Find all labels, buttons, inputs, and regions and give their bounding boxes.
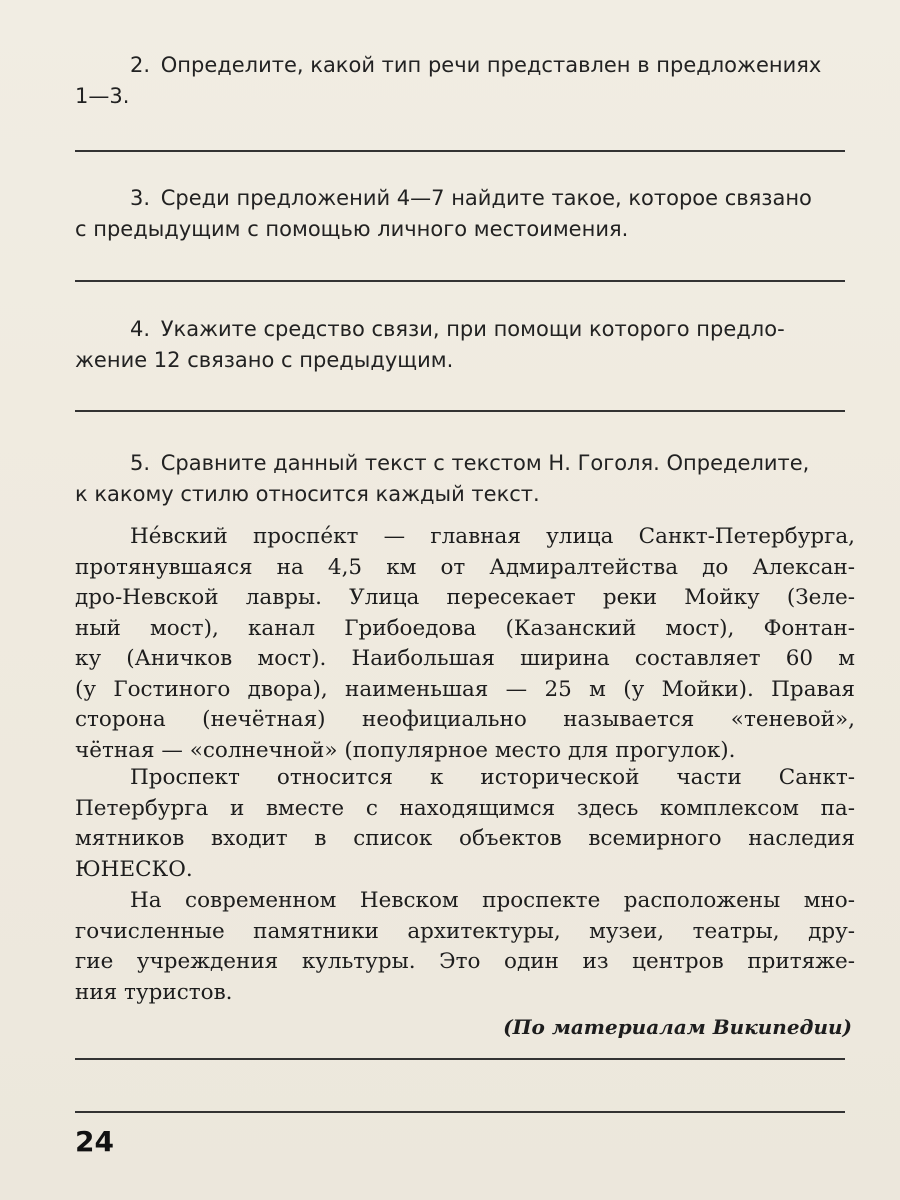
task-text-line: с предыдущим с помощью личного местоимения. <box>75 217 629 241</box>
text-line: ния туристов. <box>75 979 233 1005</box>
task-5 <box>75 448 855 510</box>
text-line: Проспект относится к исторической части Санкт- <box>130 765 855 790</box>
text-line: ный мост), канал Грибоедова (Казанский мост), Фонтан- <box>75 615 855 641</box>
answer-line[interactable] <box>75 1058 845 1060</box>
text-paragraph-1 <box>75 522 855 766</box>
answer-line[interactable] <box>75 150 845 152</box>
page-number: 24 <box>75 1125 114 1158</box>
task-number: 2. <box>130 53 151 77</box>
text-paragraph-2 <box>75 763 855 885</box>
task-text-line: Определите, какой тип речи представлен в предложениях <box>160 53 822 77</box>
text-line: Не́вский проспе́кт — главная улица Санкт-Петербурга, <box>130 524 855 549</box>
task-3 <box>75 183 855 245</box>
task-text-line: Укажите средство связи, при помощи которого предло- <box>160 317 785 341</box>
task-2 <box>75 50 855 112</box>
task-text-line: жение 12 связано с предыдущим. <box>75 348 454 372</box>
text-line: дро-Невской лавры. Улица пересекает реки Мойку (Зеле- <box>75 585 855 610</box>
task-number: 3. <box>130 186 151 210</box>
text-line: мятников входит в список объектов всемирного наследия <box>75 826 855 851</box>
text-line: гие учреждения культуры. Это один из центров притяже- <box>75 949 855 974</box>
text-line: На современном Невском проспекте расположены мно- <box>130 888 855 913</box>
text-line: чётная — «солнечной» (популярное место для прогулок). <box>75 737 736 763</box>
task-number: 4. <box>130 317 151 341</box>
text-line: протянувшаяся на 4,5 км от Адмиралтейства до Алексан- <box>75 554 855 580</box>
task-text-line: 1—3. <box>75 84 130 108</box>
answer-line[interactable] <box>75 280 845 282</box>
text-line: ку (Аничков мост). Наибольшая ширина составляет 60 м <box>75 646 855 671</box>
source-citation: (По материалам Википедии) <box>503 1015 852 1039</box>
answer-line[interactable] <box>75 410 845 412</box>
text-line: ЮНЕСКО. <box>75 856 193 882</box>
task-text-line: Среди предложений 4—7 найдите такое, которое связано <box>160 186 812 210</box>
text-line: гочисленные памятники архитектуры, музеи, театры, дру- <box>75 918 855 944</box>
text-line: (у Гостиного двора), наименьшая — 25 м (у Мойки). Правая <box>75 676 855 702</box>
task-text-line: Сравните данный текст с текстом Н. Гоголя. Определите, <box>160 451 810 475</box>
text-paragraph-3 <box>75 886 855 1008</box>
answer-line[interactable] <box>75 1111 845 1113</box>
task-text-line: к какому стилю относится каждый текст. <box>75 482 540 506</box>
text-line: сторона (нечётная) неофициально называется «теневой», <box>75 707 855 732</box>
task-number: 5. <box>130 451 151 475</box>
text-line: Петербурга и вместе с находящимся здесь комплексом па- <box>75 795 855 821</box>
task-4 <box>75 314 855 376</box>
